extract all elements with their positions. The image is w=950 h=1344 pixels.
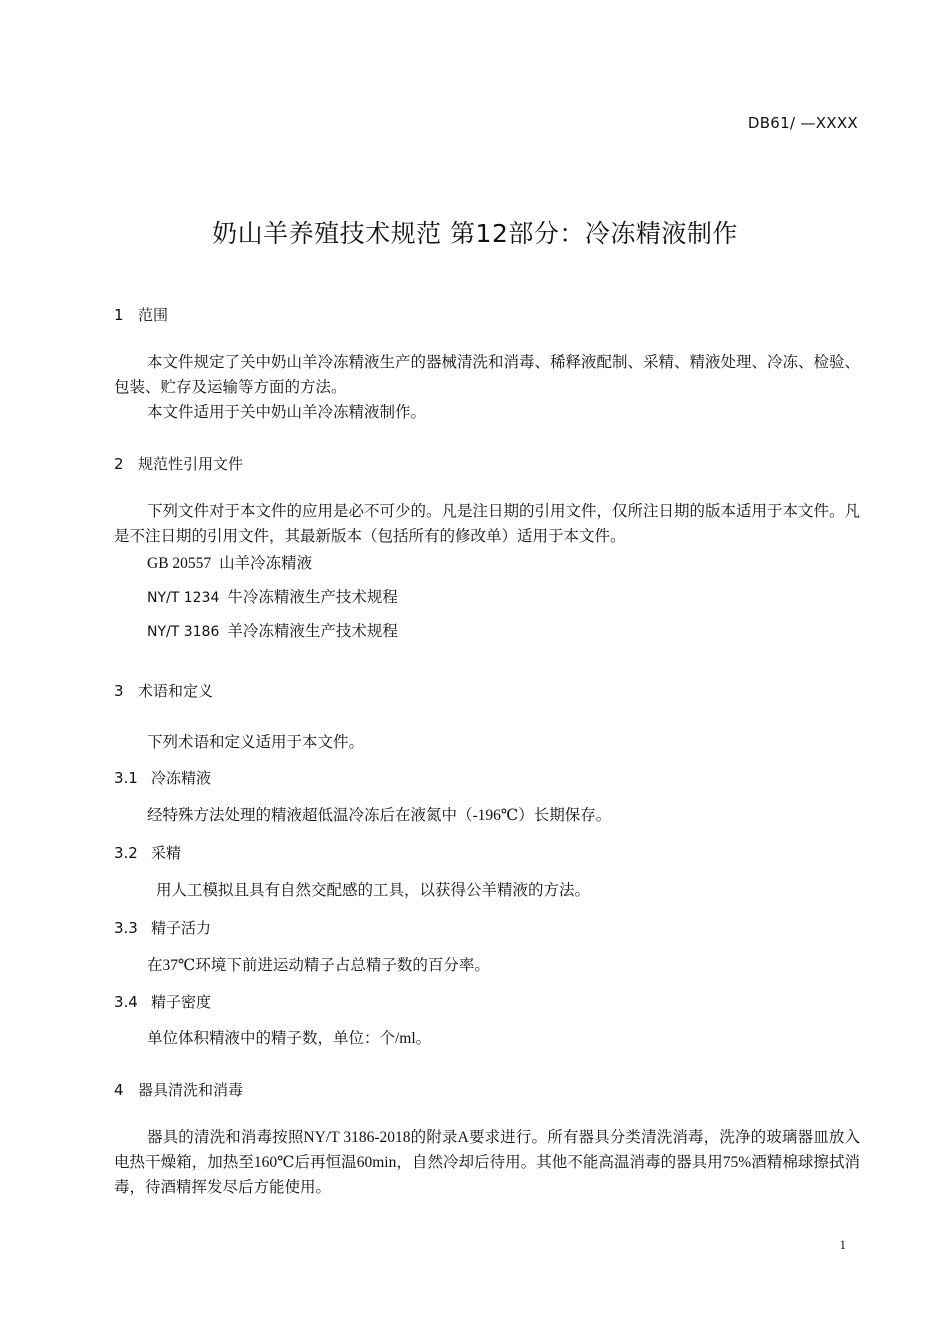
term-title: 采精 bbox=[151, 844, 182, 862]
section-title: 器具清洗和消毒 bbox=[138, 1081, 244, 1099]
paragraph: 下列文件对于本文件的应用是必不可少的。凡是注日期的引用文件，仅所注日期的版本适用于本文件。凡是不注日期的引用文件，其最新版本（包括所有的修改单）适用于本文件。 bbox=[114, 503, 861, 545]
term-number: 3.1 bbox=[114, 769, 138, 787]
paragraph: 器具的清洗和消毒按照NY/T 3186-2018的附录A要求进行。所有器具分类清洗消毒，洗净的玻璃器皿放入电热干燥箱，加热至160℃后再恒温60min，自然冷却后待用。其他不能高温消毒的器具用75%酒精棉球擦拭消毒，待酒精挥发尽后方能使用。 bbox=[114, 1129, 860, 1196]
term-definition: 单位体积精液中的精子数，单位：个/ml。 bbox=[147, 1030, 432, 1047]
term-title: 精子密度 bbox=[151, 993, 212, 1011]
reference-item bbox=[147, 551, 312, 573]
section-number: 1 bbox=[114, 306, 124, 324]
document-title: 奶山羊养殖技术规范 第12部分：冷冻精液制作 bbox=[212, 219, 738, 248]
reference-name: 羊冷冻精液生产技术规程 bbox=[227, 623, 398, 640]
paragraph: 本文件适用于关中奶山羊冷冻精液制作。 bbox=[147, 404, 427, 421]
section-number: 4 bbox=[114, 1081, 124, 1099]
term-title: 精子活力 bbox=[151, 919, 212, 937]
term-heading bbox=[114, 767, 211, 788]
section-title: 规范性引用文件 bbox=[138, 455, 244, 473]
term-heading bbox=[114, 991, 211, 1012]
term-definition: 经特殊方法处理的精液超低温冷冻后在液氮中（-196℃）长期保存。 bbox=[147, 807, 612, 824]
term-definition: 在37℃环境下前进运动精子占总精子数的百分率。 bbox=[147, 957, 490, 974]
term-definition: 用人工模拟且具有自然交配感的工具，以获得公羊精液的方法。 bbox=[156, 882, 591, 899]
section-heading-3 bbox=[114, 680, 213, 701]
term-number: 3.4 bbox=[114, 993, 138, 1011]
section-number: 3 bbox=[114, 682, 124, 700]
term-heading bbox=[114, 842, 181, 863]
reference-name: 山羊冷冻精液 bbox=[219, 555, 313, 572]
section-number: 2 bbox=[114, 455, 124, 473]
term-number: 3.2 bbox=[114, 844, 138, 862]
section-heading-1 bbox=[114, 304, 168, 325]
section-heading-2 bbox=[114, 453, 243, 474]
document-code: DB61/ —XXXX bbox=[747, 114, 858, 132]
reference-name: 牛冷冻精液生产技术规程 bbox=[227, 589, 398, 606]
page-number: 1 bbox=[839, 1237, 846, 1252]
section-heading-4 bbox=[114, 1079, 243, 1100]
reference-item bbox=[147, 585, 398, 607]
section-title: 范围 bbox=[138, 306, 169, 324]
reference-item bbox=[147, 619, 398, 641]
term-title: 冷冻精液 bbox=[151, 769, 212, 787]
reference-code: NY/T 1234 bbox=[147, 590, 220, 606]
paragraph: 本文件规定了关中奶山羊冷冻精液生产的器械清洗和消毒、稀释液配制、采精、精液处理、冷冻、检验、包装、贮存及运输等方面的方法。 bbox=[114, 354, 861, 396]
reference-code: GB 20557 bbox=[147, 555, 212, 572]
reference-code: NY/T 3186 bbox=[147, 624, 220, 640]
term-number: 3.3 bbox=[114, 919, 138, 937]
section-title: 术语和定义 bbox=[138, 682, 214, 700]
paragraph: 下列术语和定义适用于本文件。 bbox=[147, 734, 365, 751]
term-heading bbox=[114, 917, 211, 938]
